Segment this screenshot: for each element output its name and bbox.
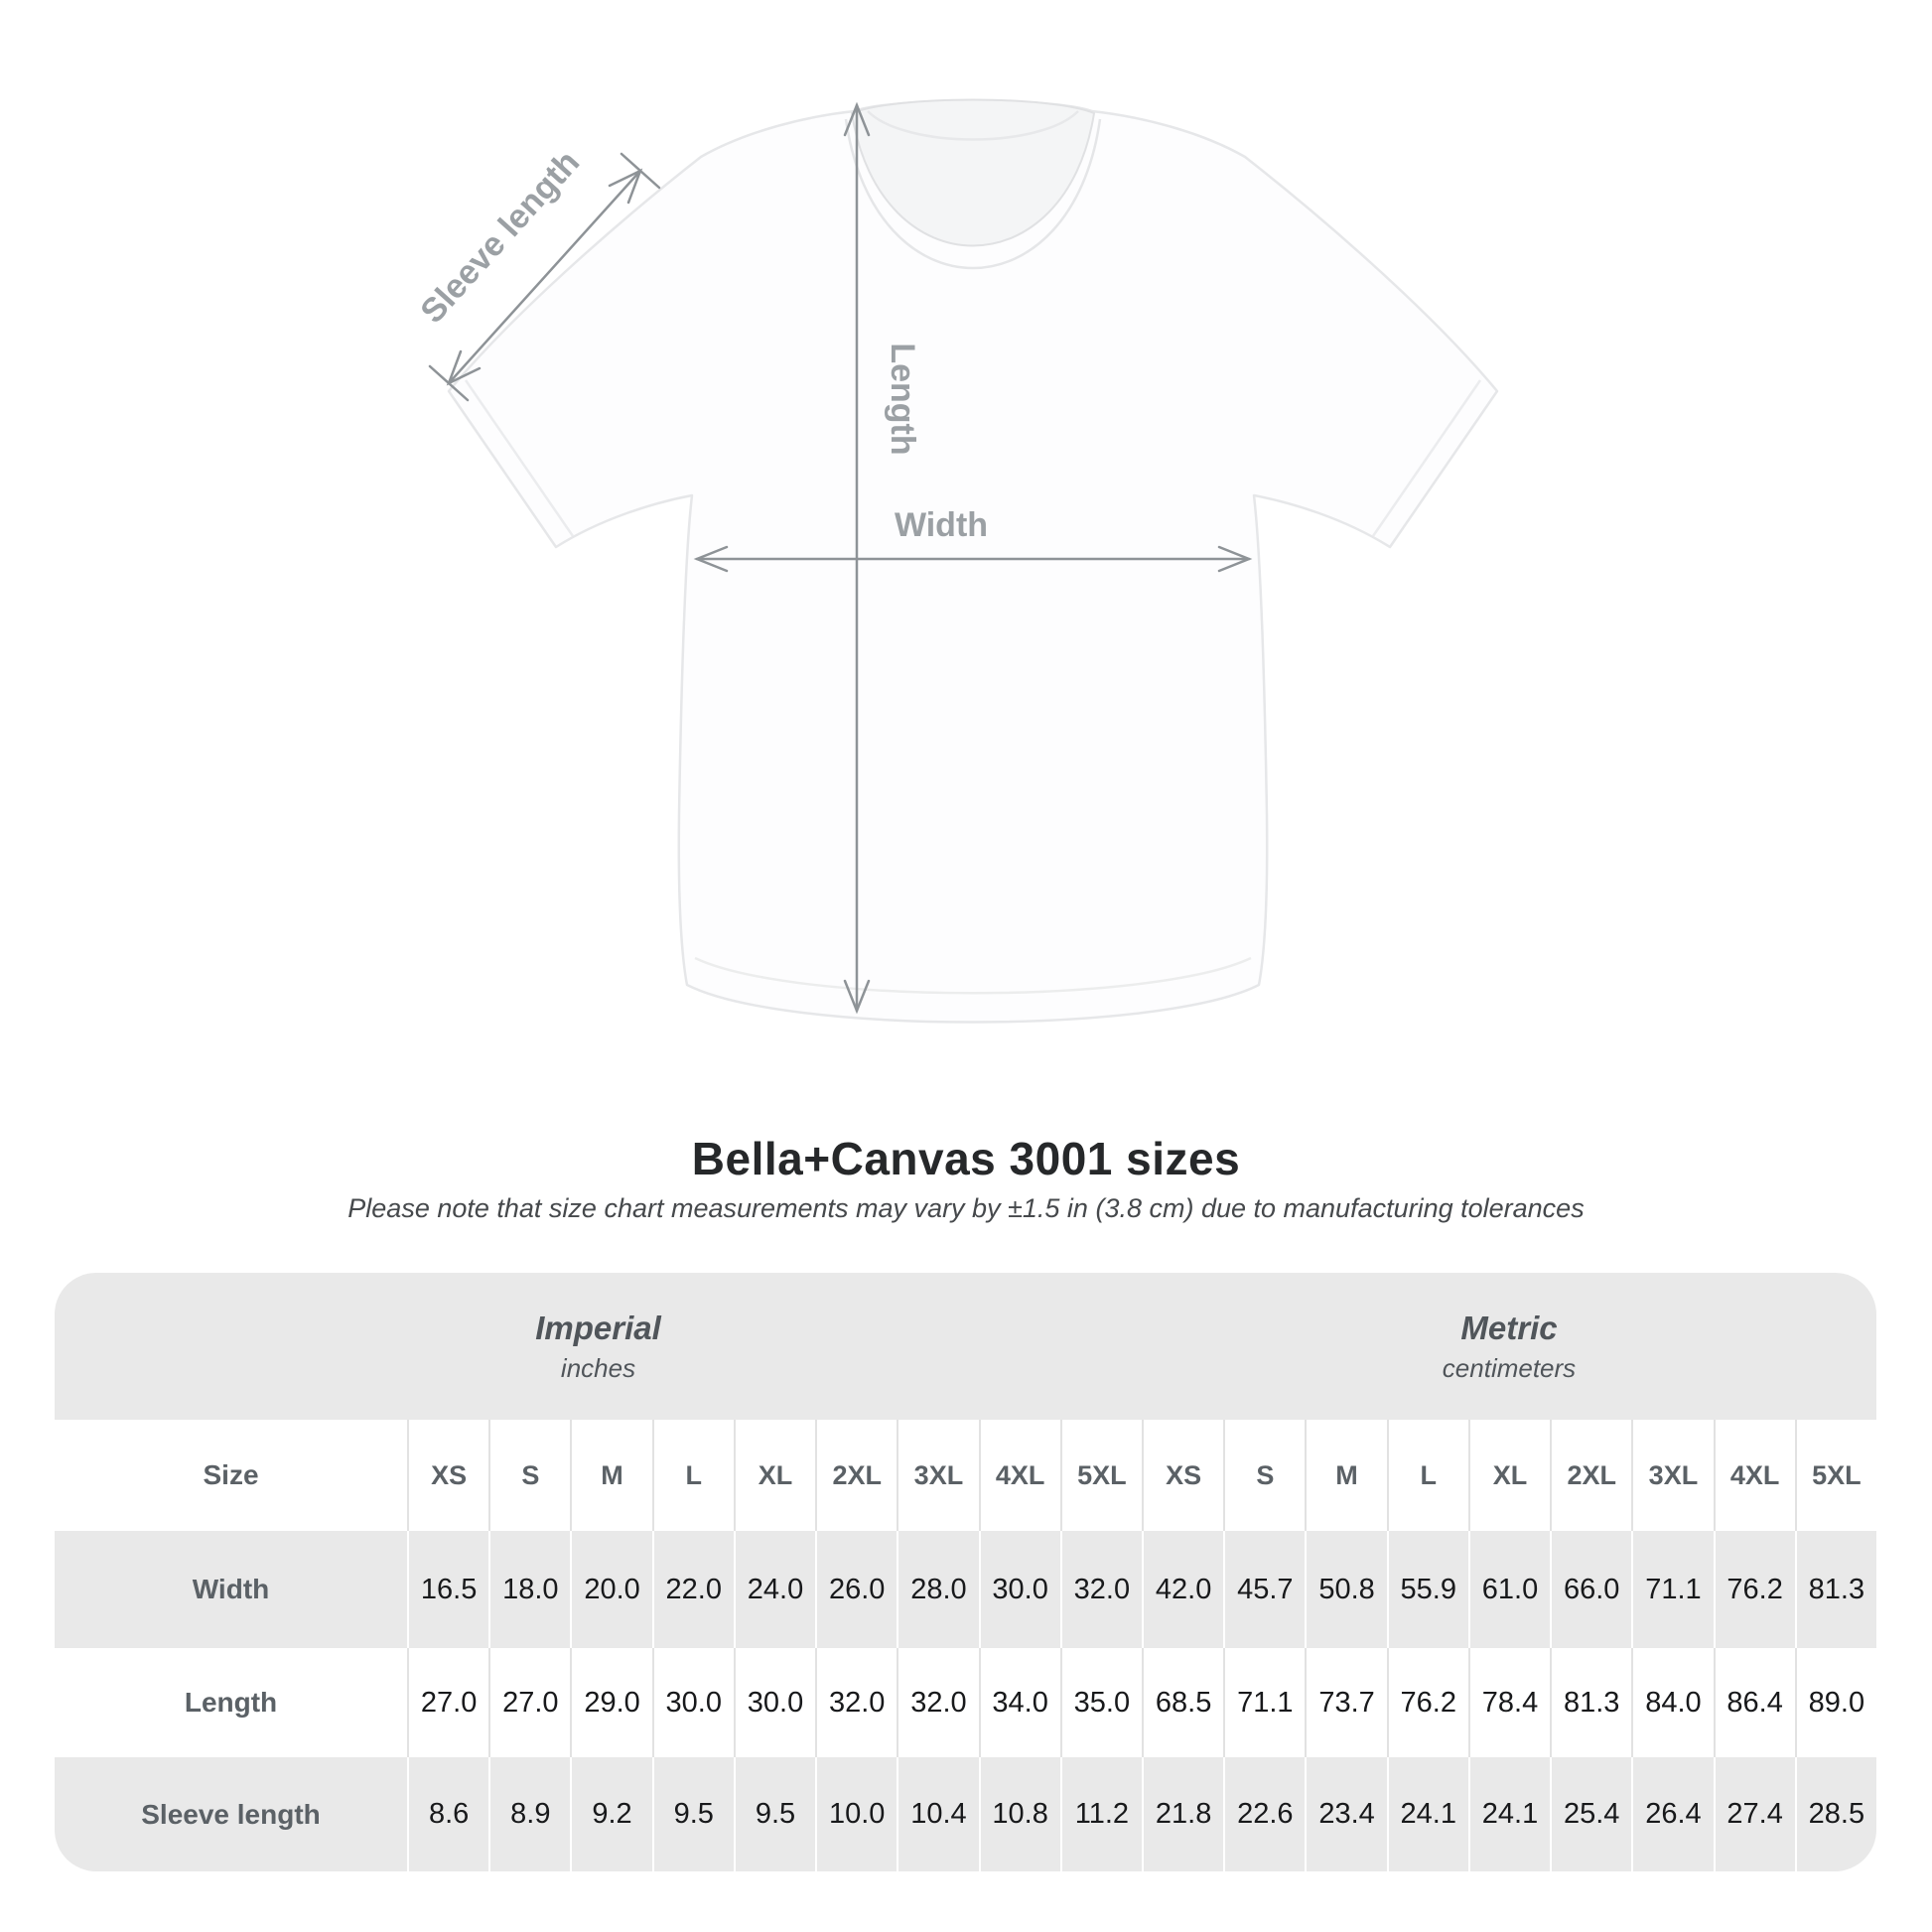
width-imperial-s: 18.0 xyxy=(488,1531,570,1648)
size-header-metric-xl: XL xyxy=(1468,1420,1550,1531)
size-header-metric-4xl: 4XL xyxy=(1714,1420,1795,1531)
width-imperial-xl: 24.0 xyxy=(734,1531,815,1648)
sleeve-imperial-l: 9.5 xyxy=(652,1757,734,1871)
sleeve-imperial-5xl: 11.2 xyxy=(1060,1757,1142,1871)
sleeve-metric-l: 24.1 xyxy=(1387,1757,1468,1871)
row-label-sleeve-length: Sleeve length xyxy=(141,1798,321,1830)
width-imperial-xs: 16.5 xyxy=(407,1531,488,1648)
tolerance-note: Please note that size chart measurements may vary by ±1.5 in (3.8 cm) due to manufacturing tolerances xyxy=(347,1193,1585,1223)
sleeve-imperial-4xl: 10.8 xyxy=(979,1757,1060,1871)
size-header-imperial-s: S xyxy=(488,1420,570,1531)
size-header-metric-m: M xyxy=(1305,1420,1386,1531)
size-header-imperial-3xl: 3XL xyxy=(897,1420,978,1531)
sleeve-metric-2xl: 25.4 xyxy=(1550,1757,1631,1871)
length-imperial-5xl: 35.0 xyxy=(1060,1648,1142,1757)
length-metric-4xl: 86.4 xyxy=(1714,1648,1795,1757)
length-metric-l: 76.2 xyxy=(1387,1648,1468,1757)
length-metric-xs: 68.5 xyxy=(1142,1648,1223,1757)
length-imperial-m: 29.0 xyxy=(570,1648,651,1757)
size-header-imperial-5xl: 5XL xyxy=(1060,1420,1142,1531)
table-row-size-header xyxy=(55,1420,1876,1531)
length-metric-m: 73.7 xyxy=(1305,1648,1386,1757)
sleeve-imperial-s: 8.9 xyxy=(488,1757,570,1871)
sleeve-metric-xl: 24.1 xyxy=(1468,1757,1550,1871)
sleeve-metric-3xl: 26.4 xyxy=(1631,1757,1713,1871)
length-metric-3xl: 84.0 xyxy=(1631,1648,1713,1757)
table-row-sleeve-length xyxy=(55,1757,1876,1871)
width-imperial-m: 20.0 xyxy=(570,1531,651,1648)
metric-unit: centimeters xyxy=(1442,1352,1577,1383)
width-imperial-2xl: 26.0 xyxy=(815,1531,897,1648)
sleeve-metric-m: 23.4 xyxy=(1305,1757,1386,1871)
size-header-metric-5xl: 5XL xyxy=(1795,1420,1876,1531)
sleeve-imperial-xl: 9.5 xyxy=(734,1757,815,1871)
table-row-width xyxy=(55,1531,1876,1648)
sleeve-imperial-xs: 8.6 xyxy=(407,1757,488,1871)
size-header-imperial-4xl: 4XL xyxy=(979,1420,1060,1531)
width-imperial-l: 22.0 xyxy=(652,1531,734,1648)
length-imperial-l: 30.0 xyxy=(652,1648,734,1757)
length-imperial-4xl: 34.0 xyxy=(979,1648,1060,1757)
size-header-metric-3xl: 3XL xyxy=(1631,1420,1713,1531)
metric-label: Metric xyxy=(1460,1309,1558,1346)
size-header-metric-2xl: 2XL xyxy=(1550,1420,1631,1531)
size-header-imperial-m: M xyxy=(570,1420,651,1531)
width-metric-4xl: 76.2 xyxy=(1714,1531,1795,1648)
sleeve-imperial-m: 9.2 xyxy=(570,1757,651,1871)
size-header-imperial-l: L xyxy=(652,1420,734,1531)
size-header-metric-l: L xyxy=(1387,1420,1468,1531)
size-header-imperial-xs: XS xyxy=(407,1420,488,1531)
size-header-imperial-xl: XL xyxy=(734,1420,815,1531)
width-imperial-3xl: 28.0 xyxy=(897,1531,978,1648)
width-metric-m: 50.8 xyxy=(1305,1531,1386,1648)
width-imperial-5xl: 32.0 xyxy=(1060,1531,1142,1648)
sleeve-imperial-2xl: 10.0 xyxy=(815,1757,897,1871)
imperial-label: Imperial xyxy=(535,1309,661,1346)
length-imperial-xs: 27.0 xyxy=(407,1648,488,1757)
length-imperial-3xl: 32.0 xyxy=(897,1648,978,1757)
sleeve-metric-s: 22.6 xyxy=(1223,1757,1305,1871)
sleeve-metric-5xl: 28.5 xyxy=(1795,1757,1876,1871)
length-imperial-s: 27.0 xyxy=(488,1648,570,1757)
page-title: Bella+Canvas 3001 sizes xyxy=(691,1133,1241,1184)
size-table xyxy=(55,1273,1876,1871)
metric-group-header xyxy=(1142,1273,1876,1420)
length-metric-s: 71.1 xyxy=(1223,1648,1305,1757)
width-label: Width xyxy=(894,506,989,544)
imperial-unit: inches xyxy=(560,1352,636,1383)
sleeve-imperial-3xl: 10.4 xyxy=(897,1757,978,1871)
width-metric-xs: 42.0 xyxy=(1142,1531,1223,1648)
width-imperial-4xl: 30.0 xyxy=(979,1531,1060,1648)
width-metric-xl: 61.0 xyxy=(1468,1531,1550,1648)
length-label: Length xyxy=(884,343,921,456)
size-header-metric-s: S xyxy=(1223,1420,1305,1531)
length-metric-xl: 78.4 xyxy=(1468,1648,1550,1757)
size-header-imperial-2xl: 2XL xyxy=(815,1420,897,1531)
sleeve-metric-xs: 21.8 xyxy=(1142,1757,1223,1871)
width-metric-3xl: 71.1 xyxy=(1631,1531,1713,1648)
width-metric-2xl: 66.0 xyxy=(1550,1531,1631,1648)
width-metric-5xl: 81.3 xyxy=(1795,1531,1876,1648)
table-row-length xyxy=(55,1648,1876,1757)
width-metric-l: 55.9 xyxy=(1387,1531,1468,1648)
size-header-metric-xs: XS xyxy=(1142,1420,1223,1531)
length-imperial-xl: 30.0 xyxy=(734,1648,815,1757)
unit-band xyxy=(55,1273,1876,1420)
length-imperial-2xl: 32.0 xyxy=(815,1648,897,1757)
length-metric-5xl: 89.0 xyxy=(1795,1648,1876,1757)
row-label-length: Length xyxy=(184,1687,278,1718)
row-label-width: Width xyxy=(192,1574,270,1604)
length-metric-2xl: 81.3 xyxy=(1550,1648,1631,1757)
size-column-header: Size xyxy=(203,1459,259,1490)
imperial-group-header xyxy=(55,1273,1142,1420)
width-metric-s: 45.7 xyxy=(1223,1531,1305,1648)
sleeve-metric-4xl: 27.4 xyxy=(1714,1757,1795,1871)
sleeve-length-label: Sleeve length xyxy=(413,143,588,331)
